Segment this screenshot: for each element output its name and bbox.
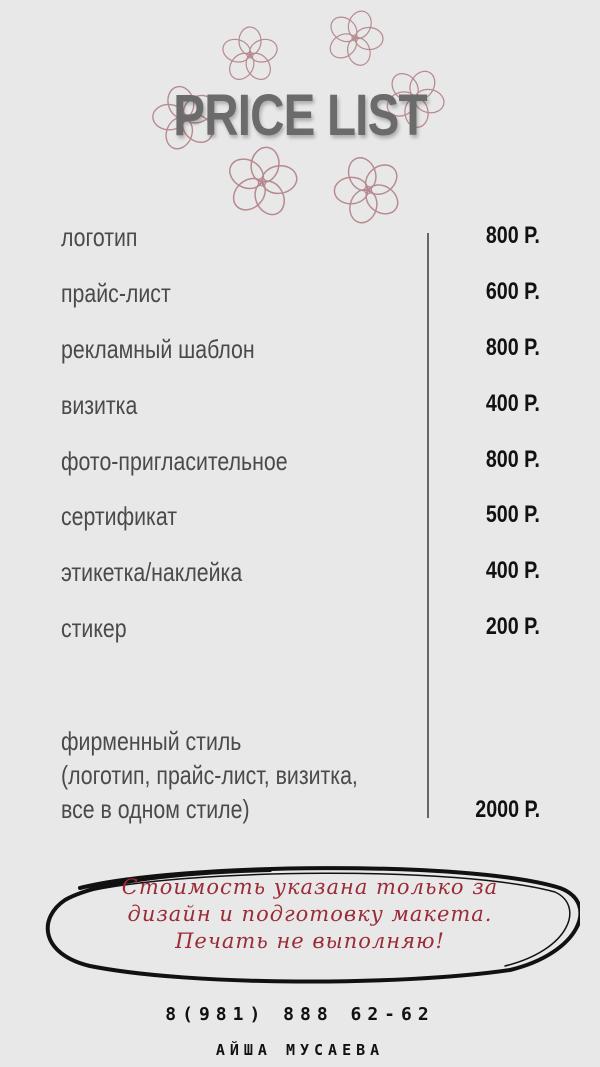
item-price: 400 Р. xyxy=(486,557,540,584)
price-row xyxy=(0,613,600,653)
disclaimer-line: Печать не выполняю! xyxy=(175,929,445,953)
item-price: 200 Р. xyxy=(486,613,540,640)
corporate-style-price: 2000 Р. xyxy=(475,796,540,823)
item-name: фото-пригласительное xyxy=(61,446,288,476)
item-price: 800 Р. xyxy=(486,334,540,361)
item-name: рекламный шаблон xyxy=(61,334,255,364)
price-row xyxy=(0,334,600,374)
item-name: сертификат xyxy=(61,501,177,531)
phone-number: 8(981) 888 62-62 xyxy=(165,1004,435,1025)
price-row xyxy=(0,501,600,541)
corporate-line: все в одном стиле) xyxy=(61,794,250,824)
item-name: логотип xyxy=(61,222,138,252)
author-name: АЙША МУСАЕВА xyxy=(215,1041,385,1059)
item-price: 600 Р. xyxy=(486,278,540,305)
item-name: визитка xyxy=(61,390,138,420)
item-price: 400 Р. xyxy=(486,390,540,417)
item-price: 500 Р. xyxy=(486,501,540,528)
disclaimer-text xyxy=(100,874,520,955)
price-row xyxy=(0,390,600,430)
corporate-line: фирменный стиль xyxy=(61,726,242,756)
item-name: стикер xyxy=(61,613,127,643)
disclaimer-line: Стоимость указана только за xyxy=(121,875,499,899)
item-name: этикетка/наклейка xyxy=(61,557,243,587)
price-row xyxy=(0,278,600,318)
price-row xyxy=(0,222,600,262)
disclaimer-note xyxy=(40,858,580,988)
price-row xyxy=(0,446,600,486)
disclaimer-line: дизайн и подготовку макета. xyxy=(127,902,493,926)
corporate-style-name xyxy=(61,724,358,826)
header xyxy=(0,0,600,230)
item-price: 800 Р. xyxy=(486,222,540,249)
item-name: прайс-лист xyxy=(61,278,171,308)
page-title: PRICE LIST xyxy=(173,83,427,148)
corporate-line: (логотип, прайс-лист, визитка, xyxy=(61,760,358,790)
item-price: 800 Р. xyxy=(486,446,540,473)
price-row xyxy=(0,557,600,597)
